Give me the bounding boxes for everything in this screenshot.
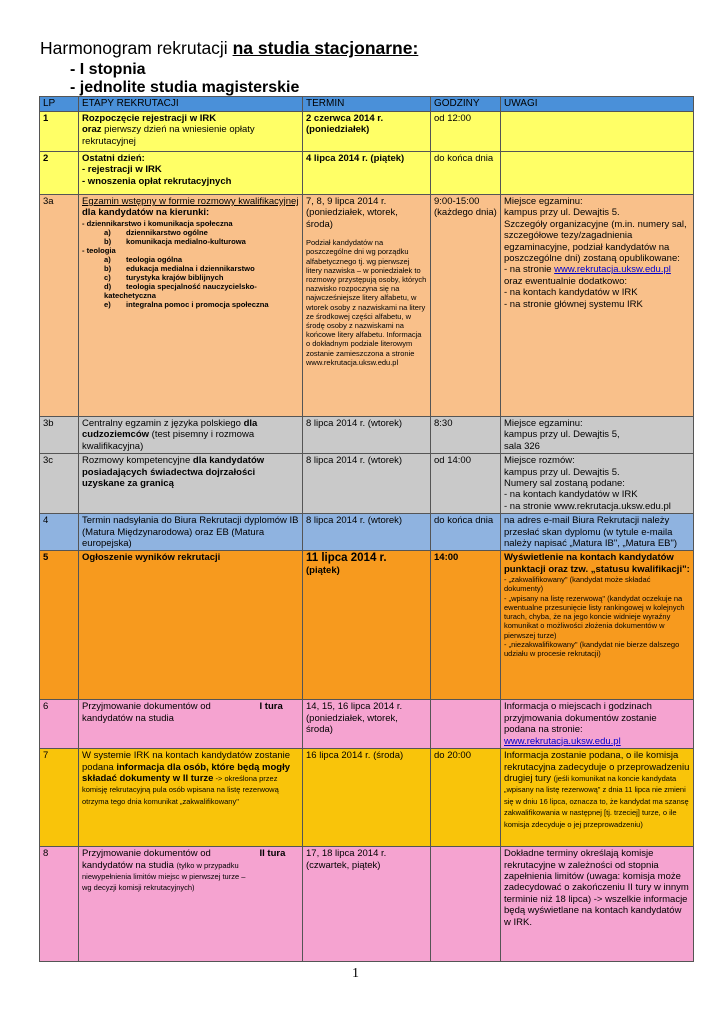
faculty-item: e) integralna pomoc i promocja społeczna	[104, 299, 269, 309]
date-main: 7, 8, 9 lipca 2014 r. (poniedziałek, wtorek, środa)	[306, 196, 398, 230]
stage-line: - rejestracji w IRK	[82, 164, 162, 176]
hours-cell: od 14:00	[431, 454, 501, 514]
notes-cell: Informacja o miejscach i godzinach przyjmowania dokumentów zostanie podana na stronie: www.rekrutacja.uksw.edu.pl	[501, 700, 694, 749]
date-cell: 8 lipca 2014 r. (wtorek)	[303, 417, 431, 454]
stage-bold: dla kandydatów na kierunki:	[82, 207, 210, 219]
faculty-heading: - dziennikarstwo i komunikacja społeczna	[82, 218, 233, 228]
stage-cell: Rozmowy kompetencyjne dla kandydatów posiadających świadectwa dojrzałości uzyskane za granicą	[79, 454, 303, 514]
page-number: 1	[352, 966, 359, 981]
faculty-item: c) turystyka krajów biblijnych	[104, 272, 224, 282]
stage-underlined: Egzamin wstępny w formie rozmowy kwalifikacyjnej	[82, 196, 299, 207]
stage-cell: Ogłoszenie wyników rekrutacji	[79, 551, 303, 700]
table-row	[40, 112, 694, 152]
hours-cell: do 20:00	[431, 749, 501, 847]
faculty-item: a) dziennikarstwo ogólne	[104, 227, 208, 237]
row-number: 3b	[40, 417, 79, 454]
table-row	[40, 152, 694, 195]
stage-cell: Przyjmowanie dokumentów od kandydatów na studia (tylko w przypadku niewypełnienia limitów miejsc w pierwszej turze – wg decyzji komisji rekrutacyjnych)	[79, 847, 257, 962]
date-cell: 8 lipca 2014 r. (wtorek)	[303, 454, 431, 514]
stage-cell: Termin nadsyłania do Biura Rekrutacji dyplomów IB (Matura Międzynarodowa) oraz EB (Matura europejska)	[79, 514, 303, 551]
hours-cell: 8:30	[431, 417, 501, 454]
notes-cell: Wyświetlenie na kontach kandydatów punktacji oraz tzw. „statusu kwalifikacji": - „zakwalifikowany" (kandydat może składać dokumenty) - „wpisany na listę rezerwową" (kandydat oczekuje na ewentualne przesunięcie listy rankingowej w kolejnych turach, chyba, że na jego koncie widnieje wyraźny komunikat o możliwości złożenia dokumentów w pierwszej turze) - „niezakwalifikowany" (kandydat nie bierze dalszego udziału w procesie rekrutacji)	[501, 551, 694, 700]
table-row	[40, 700, 694, 749]
stage-bold: Rozpoczęcie rejestracji w IRK	[82, 113, 217, 124]
header-godziny: GODZINY	[431, 97, 501, 112]
row-number: 3a	[40, 195, 79, 417]
hours-cell	[431, 847, 501, 962]
notes-cell: Dokładne terminy określają komisje rekrutacyjne w zależności od stopnia zapełnienia limitów (uwaga: komisja może zadecydować o zakończeniu II tury w innym terminie niż 18 lipca) -> wszelkie informacje będą wyświetlane na kontach kandydatów w IRK.	[501, 847, 694, 962]
table-row	[40, 454, 694, 514]
hours-cell: 9:00-15:00 (każdego dnia)	[431, 195, 501, 417]
header-termin: TERMIN	[303, 97, 431, 112]
stage-oraz: oraz	[82, 124, 102, 136]
table-row	[40, 417, 694, 454]
faculty-item: b) komunikacja medialno-kulturowa	[104, 236, 246, 246]
row-number: 4	[40, 514, 79, 551]
schedule-table	[39, 96, 694, 962]
date-cell: 16 lipca 2014 r. (środa)	[303, 749, 431, 847]
notes-line: - na stronie głównej systemu IRK	[504, 298, 643, 310]
stage-cell	[79, 195, 303, 417]
row-number: 8	[40, 847, 79, 962]
stage-cell	[79, 152, 303, 195]
faculty-item: b) edukacja medialna i dziennikarstwo	[104, 263, 255, 273]
row-number: 3c	[40, 454, 79, 514]
table-row	[40, 195, 694, 417]
hours-cell: od 12:00	[431, 112, 501, 152]
row-number: 2	[40, 152, 79, 195]
notes-line: - na kontach kandydatów w IRK	[504, 287, 638, 299]
date-cell: 4 lipca 2014 r. (piątek)	[303, 152, 431, 195]
table-row	[40, 551, 694, 700]
faculty-item: a) teologia ogólna	[104, 254, 183, 264]
stage-cell: Centralny egzamin z języka polskiego dla cudzoziemców (test pisemny i rozmowa kwalifikacyjna)	[79, 417, 303, 454]
recruitment-link[interactable]: www.rekrutacja.uksw.edu.pl	[504, 735, 621, 747]
faculty-item: d) teologia specjalność nauczycielsko-katechetyczna	[104, 281, 257, 300]
row-number: 6	[40, 700, 79, 749]
date-cell: 8 lipca 2014 r. (wtorek)	[303, 514, 431, 551]
row-number: 5	[40, 551, 79, 700]
stage-rest: pierwszy dzień na wniesienie opłaty rekrutacyjnej	[82, 124, 255, 147]
notes-cell: Miejsce egzaminu: kampus przy ul. Dewajtis 5, sala 326	[501, 417, 694, 454]
row-number: 7	[40, 749, 79, 847]
notes-cell	[501, 112, 694, 152]
page-title	[40, 38, 418, 58]
table-row	[40, 514, 694, 551]
date-cell: 2 czerwca 2014 r. (poniedziałek)	[303, 112, 431, 152]
notes-cell	[501, 152, 694, 195]
notes-line: kampus przy ul. Dewajtis 5.	[504, 207, 620, 219]
hours-cell: do końca dnia	[431, 152, 501, 195]
notes-cell: Miejsce rozmów: kampus przy ul. Dewajtis 5. Numery sal zostaną podane: - na kontach kandydatów w IRK - na stronie www.rekrutacja.uksw.edu.pl	[501, 454, 694, 514]
notes-cell: na adres e-mail Biura Rekrutacji należy przesłać skan dyplomu (w tytule e-maila należy napisać „Matura IB", „Matura EB")	[501, 514, 694, 551]
header-lp: LP	[40, 97, 79, 112]
hours-cell: do końca dnia	[431, 514, 501, 551]
notes-cell	[501, 195, 694, 417]
row-number: 1	[40, 112, 79, 152]
stage-line: Ostatni dzień:	[82, 153, 145, 164]
stage-cell: Przyjmowanie dokumentów od kandydatów na studia	[79, 700, 257, 749]
faculty-heading: - teologia	[82, 245, 116, 255]
header-uwagi: UWAGI	[501, 97, 694, 112]
notes-line: Miejsce egzaminu:	[504, 196, 583, 207]
table-row	[40, 749, 694, 847]
stage-cell: W systemie IRK na kontach kandydatów zostanie podana informacja dla osób, które będą mogły składać dokumenty w II turze -> określona przez komisję rekrutacyjną pula osób wpisana na listę rezerwową otrzyma tego dnia komunikat „zakwalifikowany"	[79, 749, 303, 847]
notes-line: - na stronie www.rekrutacja.uksw.edu.pl	[504, 264, 671, 276]
stage-line: - wnoszenia opłat rekrutacyjnych	[82, 175, 232, 187]
hours-cell: 14:00	[431, 551, 501, 700]
date-cell: 14, 15, 16 lipca 2014 r. (poniedziałek, wtorek, środa)	[303, 700, 431, 749]
table-header-row	[40, 97, 694, 112]
notes-cell: Informacja zostanie podana, o ile komisja rekrutacyjna zadecyduje o przeprowadzeniu drugiej tury (jeśli komunikat na koncie kandydata „wpisany na listę rezerwową" z dnia 11 lipca nie zmieni się w dniu 16 lipca, oznacza to, że kandydat ma szansę zakwalifikowania w następnej [tj. trzeciej] turze, o ile komisja zdecyduje o jej przeprowadzeniu)	[501, 749, 694, 847]
tura-label: I tura	[257, 700, 303, 749]
subtitle-first-degree: - I stopnia	[70, 61, 146, 78]
stage-cell	[79, 112, 303, 152]
recruitment-link[interactable]: www.rekrutacja.uksw.edu.pl	[554, 264, 671, 276]
date-cell: 11 lipca 2014 r. (piątek)	[303, 551, 431, 700]
date-cell	[303, 195, 431, 417]
date-note: Podział kandydatów na poszczególne dni wg porządku alfabetycznego tj. wg pierwszej litery nazwiska – w poniedziałek to rozmowy przystępują osoby, których nazwisko rozpoczyna się na najwcześniejsze litery alfabetu, w wtorek osoby z nazwiskami na litery ze środkowej części alfabetu, w środę osoby z nazwiskami na końcowe litery alfabetu. Informacja o dokładnym podziale literowym zostanie zamieszczona a stronie www.rekrutacja.uksw.edu.pl	[306, 238, 427, 367]
notes-line: oraz ewentualnie dodatkowo:	[504, 275, 628, 287]
tura-label: II tura	[257, 847, 303, 962]
title-plain: Harmonogram rekrutacji	[40, 38, 233, 58]
table-row	[40, 847, 694, 962]
header-etapy: ETAPY REKRUTACJI	[79, 97, 303, 112]
subtitle-masters: - jednolite studia magisterskie	[70, 79, 300, 96]
hours-cell	[431, 700, 501, 749]
notes-line: Szczegóły organizacyjne (m.in. numery sal, szczegółowe tezy/zagadnienia egzaminacyjne, podział kandydatów na poszczególne dni) zostaną opublikowane:	[504, 218, 687, 265]
title-emphasis: na studia stacjonarne:	[232, 38, 419, 58]
faculty-list	[82, 219, 299, 309]
date-cell: 17, 18 lipca 2014 r. (czwartek, piątek)	[303, 847, 431, 962]
